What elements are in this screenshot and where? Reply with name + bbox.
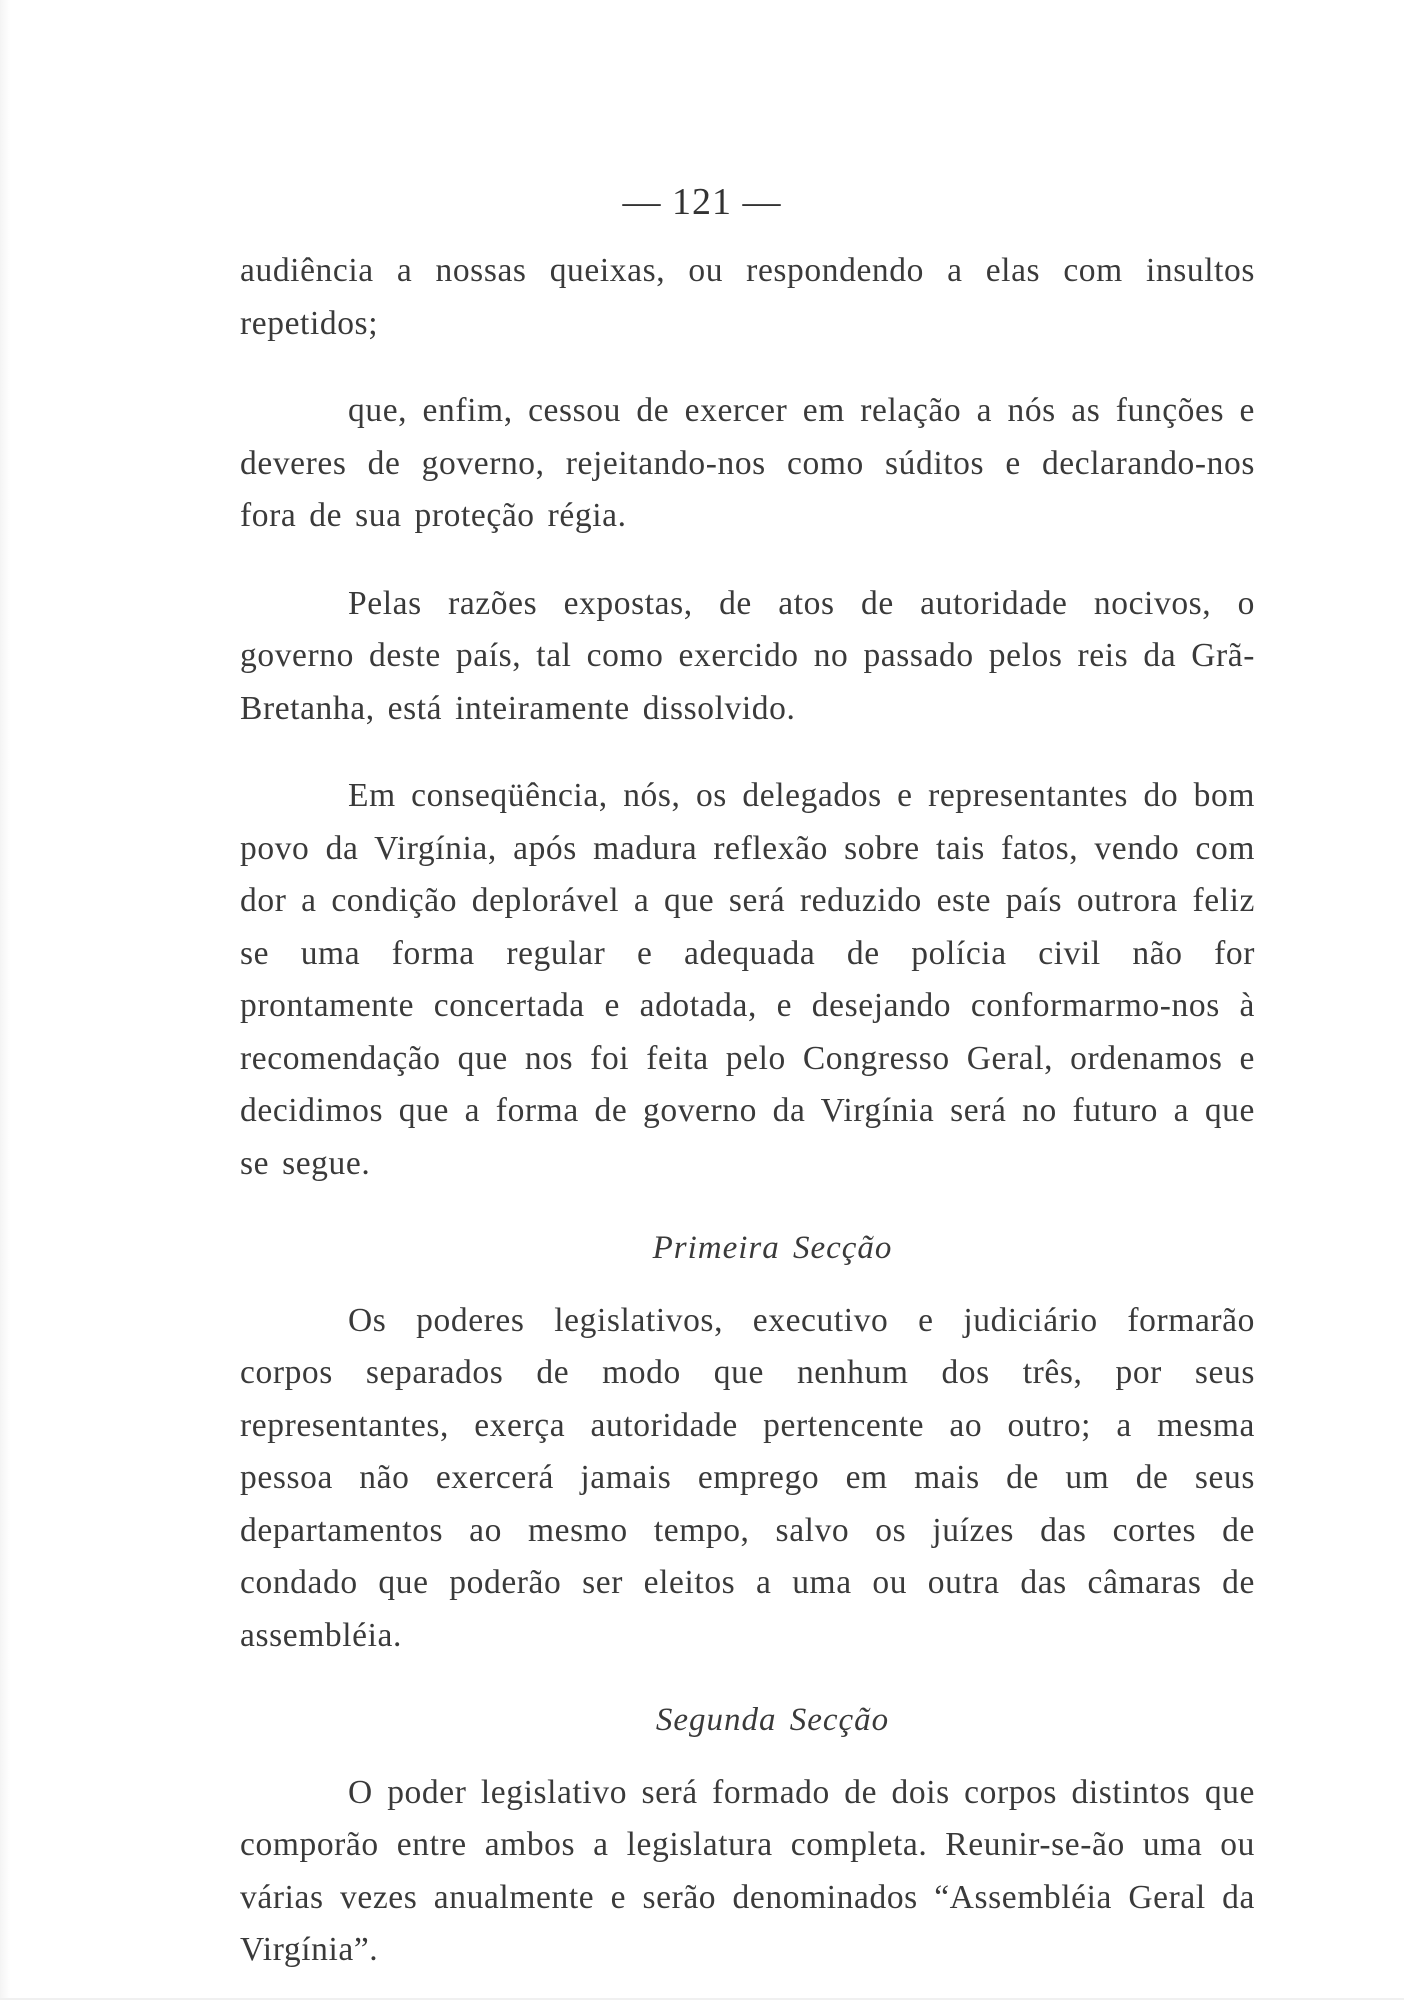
section-paragraph: Os poderes legislativos, executivo e judiciário formarão corpos separados de modo que nenhum dos três, por seus representantes, exerça autoridade pertencente ao outro; a mesma pessoa não exercerá jamais emprego em mais de um de seus departamentos ao mesmo tempo, salvo os juízes das cortes de condado que poderão ser eleitos a uma ou outra das câmaras de assembléia. bbox=[240, 1301, 1255, 1654]
section-heading-primeira: Primeira Secção bbox=[652, 1230, 893, 1266]
section-heading-segunda: Segunda Secção bbox=[655, 1702, 890, 1738]
body-text bbox=[240, 245, 1255, 1977]
paragraph: que, enfim, cessou de exercer em relação a nós as funções e deveres de governo, rejeitando-nos como súditos e declarando-nos fora de sua proteção régia. bbox=[240, 392, 1255, 534]
paragraph: Em conseqüência, nós, os delegados e representantes do bom povo da Virgínia, após madura reflexão sobre tais fatos, vendo com dor a condição deplorável a que será reduzido este país outrora feliz se uma forma regular e adequada de polícia civil não for prontamente concertada e adotada, e desejando conformarmo-nos à recomendação que nos foi feita pelo Congresso Geral, ordenamos e decidimos que a forma de governo da Virgínia será no futuro a que se segue. bbox=[240, 777, 1255, 1182]
page-edge-shadow bbox=[0, 0, 10, 2000]
paragraph-continuation: audiência a nossas queixas, ou respondendo a elas com insultos repetidos; bbox=[240, 252, 1255, 342]
paragraph: Pelas razões expostas, de atos de autoridade nocivos, o governo deste país, tal como exercido no passado pelos reis da Grã-Bretanha, está inteiramente dissolvido. bbox=[240, 584, 1255, 727]
page-number: — 121 — bbox=[622, 181, 782, 223]
section-paragraph: O poder legislativo será formado de dois corpos distintos que comporão entre ambos a legislatura completa. Reunir-se-ão uma ou várias vezes anualmente e serão denominados “Assembléia Geral da Virgínia”. bbox=[240, 1773, 1255, 1968]
